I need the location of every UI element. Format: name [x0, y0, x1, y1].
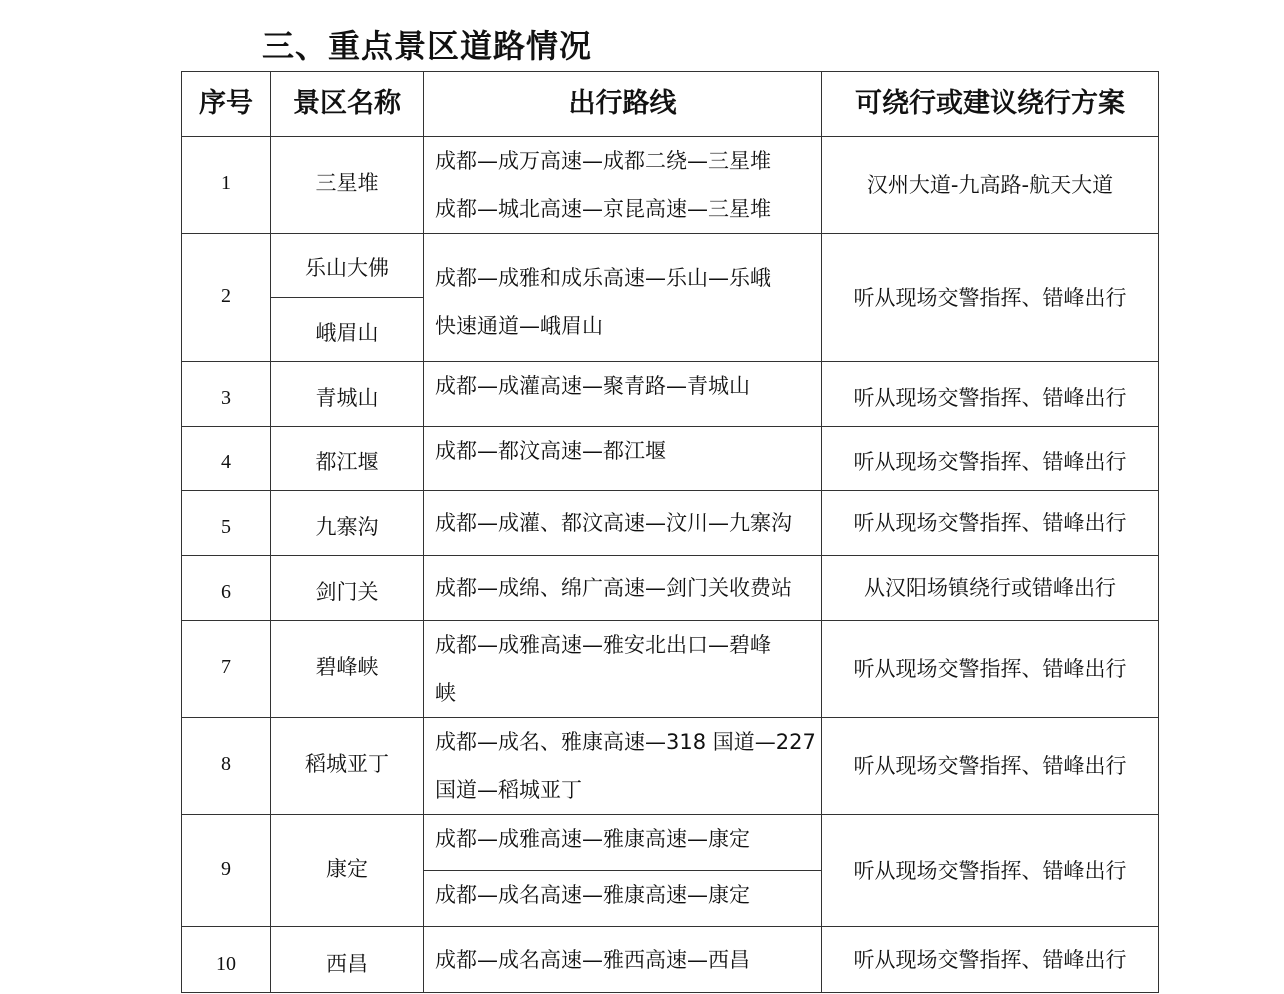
row-number: 7: [182, 621, 271, 718]
scenic-name: 青城山: [271, 362, 424, 427]
section-heading: 三、重点景区道路情况: [262, 27, 593, 65]
route-line: 成都—成名高速—雅西高速—西昌: [435, 947, 750, 972]
route-line: 成都—成雅高速—雅康高速—康定: [435, 827, 750, 851]
col-header-name: 景区名称: [271, 72, 424, 137]
table-header-row: [182, 72, 1159, 137]
route-line: 成都—成名高速—雅康高速—康定: [435, 883, 750, 907]
table-row: [182, 718, 1159, 815]
table-row: [182, 491, 1159, 556]
detour-plan: 听从现场交警指挥、错峰出行: [822, 927, 1159, 993]
row-number: 8: [182, 718, 271, 815]
route-line: 成都—成万高速—成都二绕—三星堆: [435, 149, 771, 173]
row-number: 9: [182, 815, 271, 927]
scenic-roads-table: [181, 71, 1159, 993]
route-line: 成都—都汶高速—都江堰: [435, 439, 666, 463]
route-line: 成都—成雅和成乐高速—乐山—乐峨: [435, 266, 771, 290]
route-line: 成都—成灌、都汶高速—汶川—九寨沟: [435, 511, 792, 535]
scenic-name: 峨眉山: [271, 298, 424, 362]
scenic-name: 碧峰峡: [271, 621, 424, 718]
scenic-name: 剑门关: [271, 556, 424, 621]
col-header-no: 序号: [182, 72, 271, 137]
route-cell: [424, 871, 822, 927]
detour-plan: 从汉阳场镇绕行或错峰出行: [822, 556, 1159, 621]
detour-plan: 听从现场交警指挥、错峰出行: [822, 427, 1159, 491]
route-cell: [424, 491, 822, 556]
table-row: [182, 234, 1159, 298]
scenic-name: 乐山大佛: [271, 234, 424, 298]
row-number: 10: [182, 927, 271, 993]
route-line: 成都—成名、雅康高速—318 国道—227: [435, 730, 816, 754]
scenic-name: 三星堆: [271, 137, 424, 234]
scenic-name: 都江堰: [271, 427, 424, 491]
table-row: [182, 362, 1159, 427]
detour-plan: 听从现场交警指挥、错峰出行: [822, 815, 1159, 927]
route-line: 成都—成绵、绵广高速—剑门关收费站: [435, 576, 792, 600]
route-line: 峡: [435, 681, 456, 705]
detour-plan: 听从现场交警指挥、错峰出行: [822, 621, 1159, 718]
table-row: [182, 621, 1159, 718]
detour-plan: 汉州大道-九高路-航天大道: [822, 137, 1159, 234]
row-number: 4: [182, 427, 271, 491]
col-header-plan: 可绕行或建议绕行方案: [822, 72, 1159, 137]
route-cell: [424, 137, 822, 234]
detour-plan: 听从现场交警指挥、错峰出行: [822, 234, 1159, 362]
row-number: 6: [182, 556, 271, 621]
route-line: 成都—城北高速—京昆高速—三星堆: [435, 197, 771, 221]
detour-plan: 听从现场交警指挥、错峰出行: [822, 362, 1159, 427]
scenic-name: 西昌: [271, 927, 424, 993]
col-header-route: 出行路线: [424, 72, 822, 137]
route-cell: [424, 718, 822, 815]
table-row: [182, 137, 1159, 234]
route-cell: [424, 234, 822, 362]
route-cell: [424, 556, 822, 621]
route-cell: [424, 927, 822, 993]
row-number: 1: [182, 137, 271, 234]
route-line: 国道—稻城亚丁: [435, 778, 582, 802]
row-number: 2: [182, 234, 271, 362]
scenic-name: 九寨沟: [271, 491, 424, 556]
route-cell: [424, 427, 822, 491]
route-cell: [424, 362, 822, 427]
row-number: 5: [182, 491, 271, 556]
table-row: [182, 556, 1159, 621]
scenic-name: 康定: [271, 815, 424, 927]
row-number: 3: [182, 362, 271, 427]
detour-plan: 听从现场交警指挥、错峰出行: [822, 718, 1159, 815]
table-row: [182, 927, 1159, 993]
route-line: 成都—成灌高速—聚青路—青城山: [435, 374, 750, 398]
route-line: 成都—成雅高速—雅安北出口—碧峰: [435, 633, 771, 657]
detour-plan: 听从现场交警指挥、错峰出行: [822, 491, 1159, 556]
route-cell: [424, 621, 822, 718]
table-row: [182, 815, 1159, 871]
route-line: 快速通道—峨眉山: [435, 314, 603, 338]
route-cell: [424, 815, 822, 871]
scenic-name: 稻城亚丁: [271, 718, 424, 815]
table-row: [182, 427, 1159, 491]
